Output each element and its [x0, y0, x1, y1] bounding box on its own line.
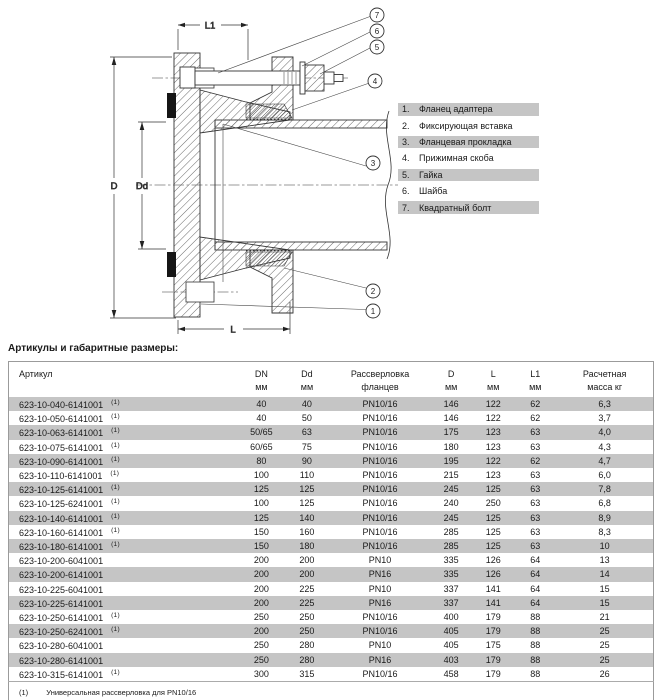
cell-dn: 250	[239, 653, 284, 667]
table-row	[9, 482, 654, 496]
legend-item-number: 4.	[402, 153, 410, 164]
footnote-ref: (1)	[111, 427, 120, 435]
footnote-ref: (1)	[111, 484, 120, 492]
cell-drill: PN10/16	[330, 624, 430, 638]
cell-drill: PN10/16	[330, 511, 430, 525]
article-number: 623-10-110-6141001	[19, 471, 103, 482]
dimensions-section	[8, 343, 654, 700]
cell-l1: 88	[530, 612, 541, 623]
footnote-ref: (1)	[111, 668, 120, 676]
cell-drill: PN10/16	[362, 441, 398, 452]
cell-drill: PN10/16	[330, 397, 430, 411]
cell-drill: PN10/16	[362, 612, 398, 623]
cell-dd: 180	[284, 539, 330, 553]
cell-dn: 125	[239, 511, 284, 525]
legend-item-label: Фланец адаптера	[419, 104, 493, 115]
cell-d: 285	[443, 526, 459, 537]
cell-l: 126	[472, 567, 514, 581]
cell-d: 337	[443, 583, 459, 594]
cell-l1: 88	[514, 624, 556, 638]
cell-l1: 64	[530, 555, 541, 566]
table-row	[9, 397, 654, 411]
cell-l: 179	[472, 624, 514, 638]
footnote-ref: (1)	[111, 455, 120, 463]
cell-dd: 90	[284, 454, 330, 468]
cell-d: 175	[430, 425, 472, 439]
header-article-unit	[9, 379, 239, 397]
article-number: 623-10-125-6241001	[19, 499, 104, 510]
cell-dn: 200	[239, 567, 284, 581]
cell-l: 122	[472, 454, 514, 468]
svg-text:1: 1	[370, 306, 376, 316]
cell-mass: 6,8	[598, 498, 611, 509]
cell-dd: 200	[284, 567, 330, 581]
cell-l1: 63	[530, 498, 541, 509]
cell-dd: 63	[284, 425, 330, 439]
cell-dn: 300	[253, 668, 269, 679]
cell-mass: 7,8	[556, 482, 653, 496]
cell-dn: 200	[239, 596, 284, 610]
cell-mass: 25	[556, 624, 653, 638]
cell-mass: 4,0	[556, 425, 653, 439]
cell-d: 146	[430, 397, 472, 411]
footnote-ref: (1)	[111, 626, 120, 634]
table-row	[9, 454, 654, 468]
cell-mass: 15	[556, 596, 653, 610]
cell-drill: PN10/16	[362, 470, 398, 481]
parts-legend	[398, 103, 539, 218]
legend-item-number: 6.	[402, 186, 410, 197]
cell-dn: 100	[253, 470, 269, 481]
cell-dd: 225	[284, 596, 330, 610]
callout-2	[366, 284, 380, 298]
svg-text:5: 5	[374, 42, 380, 52]
cell-l: 125	[472, 482, 514, 496]
table-row	[9, 624, 654, 638]
legend-item	[398, 185, 539, 198]
footnote-ref: (1)	[111, 441, 120, 449]
article-number: 623-10-250-6141001	[19, 613, 104, 624]
cell-drill: PN10	[368, 640, 392, 651]
cell-dn: 200	[253, 555, 269, 566]
cell-l: 125	[485, 526, 501, 537]
cell-mass: 25	[556, 653, 653, 667]
legend-item-label: Фланцевая прокладка	[419, 137, 512, 148]
table-row	[9, 582, 654, 596]
table-row	[9, 468, 654, 482]
cell-dd: 50	[301, 413, 312, 424]
cell-l1: 63	[514, 482, 556, 496]
cell-dd: 40	[284, 397, 330, 411]
cell-drill: PN10/16	[362, 668, 398, 679]
footnote-ref: (1)	[111, 413, 120, 421]
cell-d: 146	[443, 413, 459, 424]
article-number: 623-10-180-6141001	[19, 542, 104, 553]
cell-dn: 150	[253, 526, 269, 537]
article-number: 623-10-200-6141001	[19, 570, 104, 581]
section-title: Артикулы и габаритные размеры:	[8, 343, 179, 354]
cell-l1: 63	[514, 539, 556, 553]
cell-dd: 225	[299, 583, 315, 594]
table-row	[9, 411, 654, 425]
cell-l: 122	[472, 397, 514, 411]
cell-l1: 63	[530, 526, 541, 537]
callout-1	[366, 304, 380, 318]
article-number: 623-10-225-6141001	[19, 598, 104, 609]
header-dn-unit: мм	[255, 382, 268, 392]
cell-drill: PN16	[330, 567, 430, 581]
cell-l: 141	[485, 583, 501, 594]
header-d: D	[447, 369, 455, 379]
svg-text:7: 7	[374, 10, 380, 20]
cell-mass: 10	[556, 539, 653, 553]
header-article: Артикул	[19, 369, 53, 379]
table-row	[9, 511, 654, 525]
footnote-ref: (1)	[111, 498, 120, 506]
table-row	[9, 496, 654, 510]
legend-item	[398, 103, 539, 116]
callout-4	[368, 74, 382, 88]
dim-d-label: D	[110, 181, 118, 192]
article-number: 623-10-090-6141001	[19, 456, 104, 467]
cell-drill: PN10/16	[362, 526, 398, 537]
legend-item	[398, 152, 539, 165]
cell-l: 179	[485, 612, 501, 623]
header-d-unit: мм	[444, 382, 458, 392]
dim-dd-label: Dd	[135, 181, 149, 192]
dim-l-label: L	[230, 324, 236, 336]
cell-l1: 88	[514, 653, 556, 667]
table-row	[9, 440, 654, 454]
legend-item	[398, 136, 539, 149]
cell-l1: 62	[514, 454, 556, 468]
legend-item-number: 5.	[402, 169, 410, 180]
header-drill-unit: фланцев	[361, 382, 399, 392]
cell-l1: 64	[514, 567, 556, 581]
callout-5	[370, 40, 384, 54]
cell-d: 458	[443, 668, 459, 679]
footnote-marker: (1)	[19, 688, 29, 698]
cell-l1: 63	[514, 425, 556, 439]
cell-dn: 80	[239, 454, 284, 468]
cell-l1: 63	[530, 470, 541, 481]
footnote-ref: (1)	[111, 399, 120, 406]
legend-item-number: 7.	[402, 202, 410, 213]
footnote-ref: (1)	[110, 470, 120, 478]
cell-l1: 64	[530, 583, 541, 594]
cell-mass: 8,3	[598, 526, 611, 537]
table-row	[9, 525, 654, 539]
cell-d: 405	[443, 640, 459, 651]
cell-l: 126	[485, 555, 501, 566]
table-row	[9, 553, 654, 567]
legend-item	[398, 119, 539, 132]
flange-adapter-drawing	[0, 0, 662, 345]
svg-text:4: 4	[372, 76, 378, 86]
header-drill: Рассверловка	[350, 369, 410, 379]
cell-l1: 64	[514, 596, 556, 610]
cell-drill: PN10	[368, 555, 392, 566]
header-l: L	[490, 369, 496, 379]
cell-mass: 21	[599, 612, 610, 623]
cell-dn: 250	[253, 612, 269, 623]
cell-d: 215	[443, 470, 459, 481]
cell-mass: 15	[599, 583, 610, 594]
cell-dd: 315	[299, 668, 315, 679]
cell-d: 245	[430, 511, 472, 525]
cell-mass: 26	[599, 668, 610, 679]
article-number: 623-10-200-6041001	[19, 556, 104, 567]
cell-l: 123	[485, 441, 501, 452]
article-number: 623-10-280-6041001	[19, 641, 104, 652]
cell-l: 250	[485, 498, 501, 509]
article-number: 623-10-225-6041001	[19, 584, 104, 595]
header-dd: Dd	[301, 369, 313, 379]
cell-l: 179	[485, 668, 501, 679]
header-mass: Расчетная	[582, 369, 627, 379]
bolt-assembly	[180, 62, 343, 94]
cell-l1: 88	[530, 668, 541, 679]
cell-d: 245	[430, 482, 472, 496]
cell-d: 180	[443, 441, 459, 452]
cell-dn: 100	[253, 498, 269, 509]
cell-mass: 4,3	[598, 441, 611, 452]
dim-l1-label: L1	[204, 20, 216, 32]
cell-dn: 200	[253, 583, 269, 594]
cell-l: 123	[472, 425, 514, 439]
table-body	[9, 397, 654, 682]
cell-d: 335	[430, 567, 472, 581]
cell-d: 195	[430, 454, 472, 468]
cell-drill: PN10/16	[330, 454, 430, 468]
footnote-ref: (1)	[111, 541, 120, 549]
cell-mass: 3,7	[598, 413, 611, 424]
cell-mass: 14	[556, 567, 653, 581]
cell-dd: 125	[299, 498, 315, 509]
cell-d: 240	[443, 498, 459, 509]
cell-mass: 13	[599, 555, 610, 566]
legend-item	[398, 169, 539, 182]
cell-l: 125	[472, 511, 514, 525]
svg-text:3: 3	[370, 158, 376, 168]
cell-dn: 125	[239, 482, 284, 496]
header-mass-unit: масса кг	[587, 382, 623, 392]
cell-drill: PN10	[368, 583, 392, 594]
article-number: 623-10-050-6141001	[19, 414, 104, 425]
header-l-unit: мм	[487, 382, 500, 392]
article-number: 623-10-280-6141001	[19, 655, 104, 666]
legend-item-label: Фиксирующая вставка	[419, 120, 513, 131]
cell-l1: 63	[530, 441, 541, 452]
table-row	[9, 567, 654, 581]
table-row	[9, 667, 654, 682]
cell-dn: 250	[253, 640, 269, 651]
cell-l1: 62	[514, 397, 556, 411]
callout-7	[370, 8, 384, 22]
footnote-ref: (1)	[111, 512, 120, 520]
cell-dd: 140	[284, 511, 330, 525]
cell-dd: 250	[284, 624, 330, 638]
cell-mass: 6,3	[556, 397, 653, 411]
cell-l1: 88	[530, 640, 541, 651]
legend-item-label: Шайба	[419, 186, 448, 197]
footnote-ref: (1)	[111, 612, 120, 620]
header-dd-unit: мм	[300, 382, 314, 392]
cell-d: 405	[430, 624, 472, 638]
cell-d: 400	[443, 612, 459, 623]
cell-l1: 63	[514, 511, 556, 525]
svg-text:6: 6	[374, 26, 380, 36]
article-number: 623-10-075-6141001	[19, 442, 104, 453]
cell-l: 141	[472, 596, 514, 610]
header-l1: L1	[530, 369, 541, 379]
article-number: 623-10-315-6141001	[19, 669, 104, 680]
cell-d: 403	[430, 653, 472, 667]
article-number: 623-10-125-6141001	[19, 485, 104, 496]
cell-drill: PN10/16	[330, 482, 430, 496]
cell-l: 179	[472, 653, 514, 667]
cell-mass: 25	[599, 640, 610, 651]
table-row	[9, 596, 654, 610]
table-row	[9, 653, 654, 667]
cell-dn: 150	[239, 539, 284, 553]
svg-text:2: 2	[370, 286, 376, 296]
cell-d: 285	[430, 539, 472, 553]
table-row	[9, 638, 654, 652]
legend-item-number: 1.	[402, 104, 410, 115]
cell-dd: 110	[299, 470, 315, 481]
cell-drill: PN16	[330, 653, 430, 667]
cell-l: 125	[472, 539, 514, 553]
cell-mass: 6,0	[598, 470, 611, 481]
cell-drill: PN10/16	[330, 539, 430, 553]
cell-dn: 40	[239, 397, 284, 411]
legend-item-label: Гайка	[419, 169, 443, 180]
legend-item	[398, 201, 539, 214]
cell-d: 337	[430, 596, 472, 610]
callout-3	[366, 156, 380, 170]
footnote-text: Универсальная рассверловка для PN10/16	[46, 688, 197, 698]
cell-dd: 250	[299, 612, 315, 623]
cell-l: 122	[485, 413, 501, 424]
legend-item-number: 2.	[402, 120, 410, 131]
callout-balloons	[366, 8, 384, 318]
article-number: 623-10-250-6241001	[19, 627, 104, 638]
legend-item-number: 3.	[402, 137, 410, 148]
cell-drill: PN10/16	[330, 425, 430, 439]
legend-item-label: Прижимная скоба	[419, 153, 494, 164]
article-number: 623-10-140-6141001	[19, 513, 104, 524]
cell-dn: 40	[256, 413, 267, 424]
cell-d: 335	[443, 555, 459, 566]
cell-l: 123	[485, 470, 501, 481]
cell-drill: PN16	[330, 596, 430, 610]
cell-l1: 62	[530, 413, 541, 424]
table-footnote	[9, 682, 654, 700]
table-row	[9, 425, 654, 439]
cell-mass: 8,9	[556, 511, 653, 525]
table-header	[9, 362, 654, 398]
cell-drill: PN10/16	[362, 498, 398, 509]
table-row	[9, 610, 654, 624]
header-dn: DN	[254, 369, 268, 379]
article-number: 623-10-063-6141001	[19, 428, 104, 439]
cell-dd: 75	[301, 441, 312, 452]
table-row	[9, 539, 654, 553]
cell-mass: 4,7	[556, 454, 653, 468]
cell-dn: 50/65	[239, 425, 284, 439]
header-l1-unit: мм	[529, 382, 542, 392]
article-number: 623-10-040-6141001	[19, 400, 104, 410]
cell-dd: 160	[299, 526, 315, 537]
footnote-ref: (1)	[111, 526, 120, 534]
cell-dn: 200	[239, 624, 284, 638]
cell-dd: 200	[299, 555, 315, 566]
cell-dn: 60/65	[250, 441, 273, 452]
dimensions-table	[8, 361, 654, 700]
cell-l: 175	[485, 640, 501, 651]
cell-dd: 280	[299, 640, 315, 651]
cell-drill: PN10/16	[362, 413, 398, 424]
article-number: 623-10-160-6141001	[19, 527, 104, 538]
callout-6	[370, 24, 384, 38]
legend-item-label: Квадратный болт	[419, 202, 492, 213]
cell-dd: 280	[284, 653, 330, 667]
cell-dd: 125	[284, 482, 330, 496]
